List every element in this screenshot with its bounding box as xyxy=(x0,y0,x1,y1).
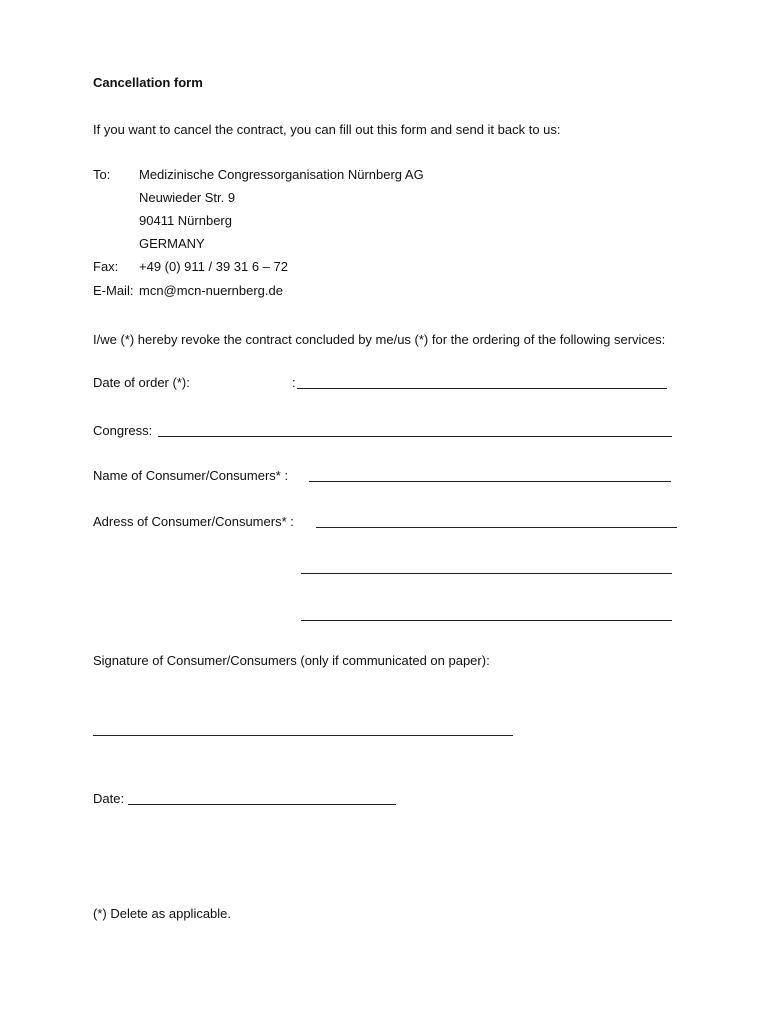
congress-label: Congress: xyxy=(93,423,153,438)
signature-line[interactable] xyxy=(93,735,513,736)
name-line[interactable] xyxy=(309,481,671,482)
revocation-statement: I/we (*) hereby revoke the contract concluded by me/us (*) for the ordering of the following services: xyxy=(93,332,666,347)
address-line-3[interactable] xyxy=(301,620,672,621)
intro-text: If you want to cancel the contract, you can fill out this form and send it back to us: xyxy=(93,122,561,137)
date-of-order-line[interactable] xyxy=(297,388,667,389)
fax-number: +49 (0) 911 / 39 31 6 – 72 xyxy=(139,259,289,274)
date-of-order-colon: : xyxy=(292,375,296,390)
name-label: Name of Consumer/Consumers* : xyxy=(93,468,289,483)
signature-label: Signature of Consumer/Consumers (only if communicated on paper): xyxy=(93,653,490,668)
recipient-street: Neuwieder Str. 9 xyxy=(139,190,236,205)
address-line-1[interactable] xyxy=(316,527,677,528)
footnote: (*) Delete as applicable. xyxy=(93,906,232,921)
email-address[interactable]: mcn@mcn-nuernberg.de xyxy=(139,283,283,298)
address-label: Adress of Consumer/Consumers* : xyxy=(93,514,294,529)
date-line[interactable] xyxy=(128,804,396,805)
form-title: Cancellation form xyxy=(93,75,203,90)
to-label: To: xyxy=(93,167,111,182)
date-label: Date: xyxy=(93,791,125,806)
recipient-city: 90411 Nürnberg xyxy=(139,213,232,228)
recipient-company: Medizinische Congressorganisation Nürnberg AG xyxy=(139,167,424,182)
fax-label: Fax: xyxy=(93,259,119,274)
address-line-2[interactable] xyxy=(301,573,672,574)
email-label: E-Mail: xyxy=(93,283,134,298)
recipient-country: GERMANY xyxy=(139,236,205,251)
date-of-order-label: Date of order (*): xyxy=(93,375,190,390)
congress-line[interactable] xyxy=(158,436,672,437)
